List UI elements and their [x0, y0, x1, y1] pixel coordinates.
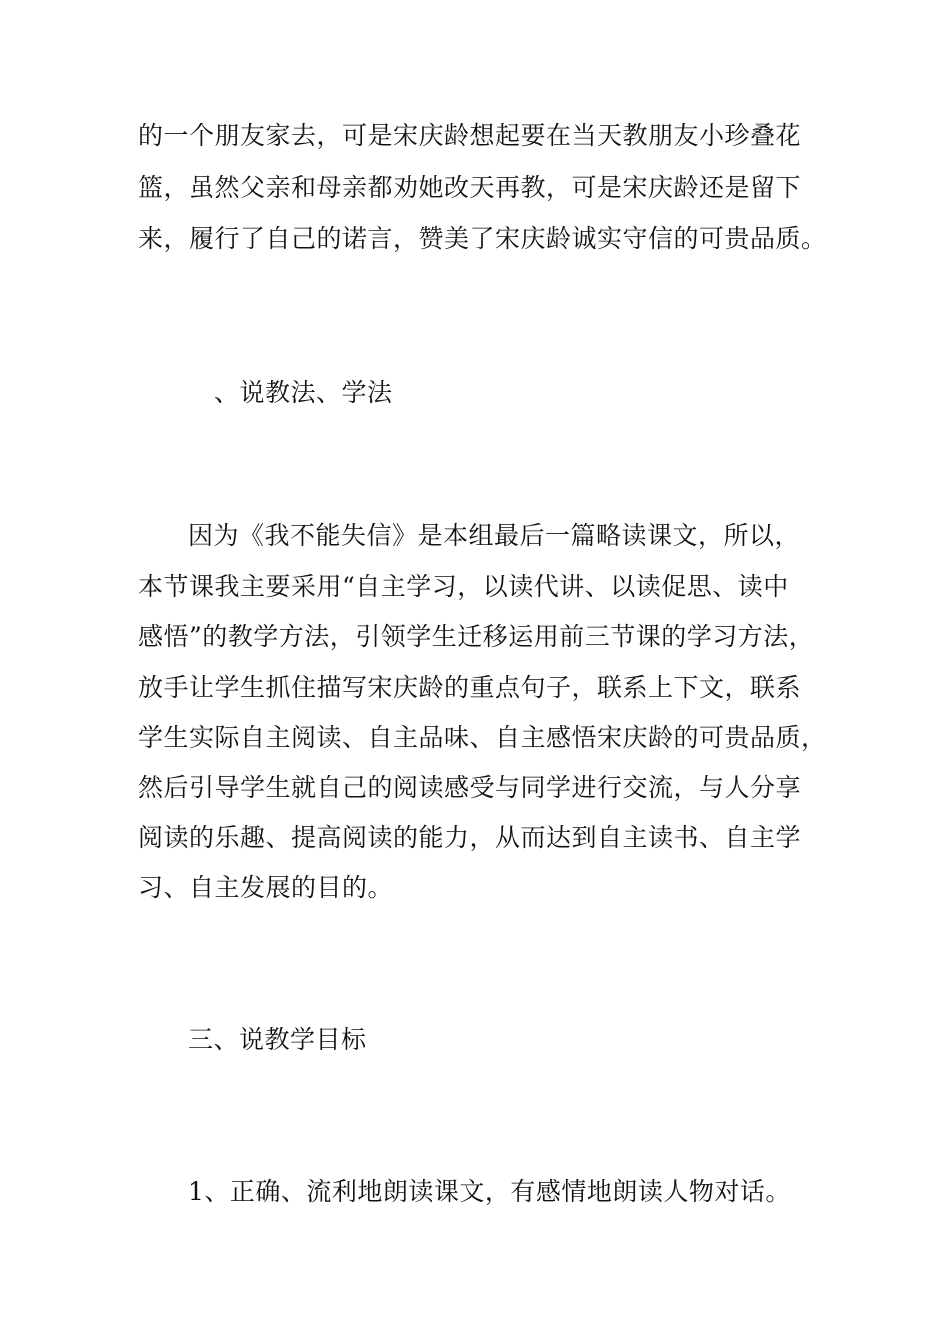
- section-heading-teaching-methods: 、说教法、学法: [214, 378, 393, 407]
- section-heading-teaching-goals: 三、说教学目标: [188, 1025, 367, 1054]
- paragraph-1-line-2: 篮，虽然父亲和母亲都劝她改天再教，可是宋庆龄还是留下: [138, 173, 802, 202]
- paragraph-2-line-1: 因为《我不能失信》是本组最后一篇略读课文，所以，: [188, 521, 801, 550]
- paragraph-2-line-5: 学生实际自主阅读、自主品味、自主感悟宋庆龄的可贵品质，: [138, 723, 827, 752]
- paragraph-2-line-8: 习、自主发展的目的。: [138, 873, 394, 902]
- paragraph-1-line-1: 的一个朋友家去，可是宋庆龄想起要在当天教朋友小珍叠花: [138, 121, 802, 150]
- paragraph-1-line-3: 来，履行了自己的诺言，赞美了宋庆龄诚实守信的可贵品质。: [138, 224, 827, 253]
- paragraph-2-line-2: 本节课我主要采用“自主学习，以读代讲、以读促思、读中: [138, 572, 789, 601]
- paragraph-2-line-7: 阅读的乐趣、提高阅读的能力，从而达到自主读书、自主学: [138, 823, 802, 852]
- paragraph-2-line-6: 然后引导学生就自己的阅读感受与同学进行交流，与人分享: [138, 773, 802, 802]
- paragraph-2-line-3: 感悟”的教学方法，引领学生迁移运用前三节课的学习方法，: [138, 622, 815, 651]
- paragraph-2-line-4: 放手让学生抓住描写宋庆龄的重点句子，联系上下文，联系: [138, 673, 802, 702]
- teaching-goal-1: 1、正确、流利地朗读课文，有感情地朗读人物对话。: [188, 1177, 791, 1206]
